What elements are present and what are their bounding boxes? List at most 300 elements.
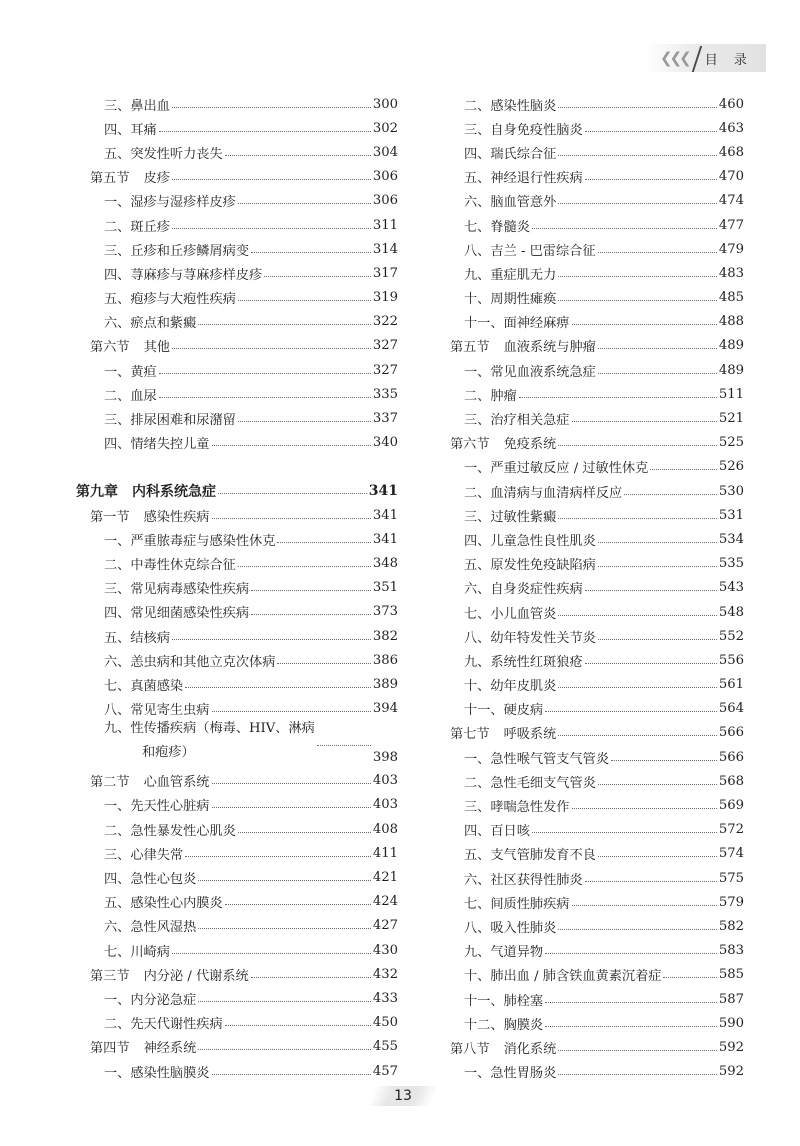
entry-title (464, 288, 556, 307)
entry-index: 二、 (464, 775, 491, 791)
entry-index: 四、 (464, 533, 491, 549)
entry-text: 急性风湿热 (130, 920, 197, 936)
entry-text: 心律失常 (130, 847, 184, 863)
page-ref: 348 (372, 555, 398, 571)
page-ref: 535 (718, 556, 744, 572)
chapter-name: 内科系统急症 (132, 483, 216, 500)
entry-title (104, 288, 236, 307)
dot-leader (650, 469, 717, 470)
section-title (90, 167, 170, 186)
page-ref: 394 (372, 701, 398, 717)
toc-chapter[interactable] (76, 479, 398, 503)
toc-entry[interactable] (436, 310, 744, 334)
page-ref: 427 (372, 918, 398, 934)
entry-text: 气道异物 (490, 945, 544, 961)
entry-index: 四、 (104, 872, 131, 888)
entry-title (464, 482, 622, 501)
toc-entry[interactable] (436, 866, 744, 890)
entry-title (464, 119, 583, 138)
toc-entry[interactable] (76, 213, 398, 237)
dot-leader (277, 663, 370, 664)
entry-text: 黄疸 (130, 364, 157, 380)
entry-title (464, 603, 556, 622)
entry-index: 三、 (104, 243, 131, 259)
toc-entry[interactable] (76, 841, 398, 865)
page-ref: 430 (372, 942, 398, 958)
entry-title (464, 772, 596, 791)
entry-title (464, 844, 596, 863)
page-ref: 485 (718, 290, 744, 306)
toc-entry[interactable] (76, 914, 398, 938)
entry-index: 六、 (104, 654, 131, 670)
header-title: 目 录 (704, 52, 753, 68)
entry-text: 哮喘急性发作 (490, 800, 570, 816)
entry-title (464, 748, 609, 767)
dot-leader (545, 1026, 717, 1027)
entry-text: 严重脓毒症与感染性休克 (130, 533, 276, 549)
toc-entry[interactable] (76, 624, 398, 648)
toc-entry[interactable] (436, 890, 744, 914)
entry-index: 一、 (104, 799, 131, 815)
toc-entry[interactable] (436, 503, 744, 527)
page-ref: 341 (372, 531, 398, 547)
dot-leader (172, 228, 371, 229)
entry-index: 六、 (104, 316, 131, 332)
section-name: 心血管系统 (143, 775, 210, 791)
page-ref: 587 (718, 991, 744, 1007)
entry-title (464, 578, 583, 597)
entry-index: 二、 (104, 219, 131, 235)
toc-entry[interactable] (436, 624, 744, 648)
toc-entry[interactable] (76, 116, 398, 140)
entry-text: 感染性脑膜炎 (130, 1065, 210, 1081)
page-ref: 327 (372, 338, 398, 354)
toc-entry[interactable] (436, 818, 744, 842)
toc-entry[interactable] (436, 116, 744, 140)
entry-title (464, 554, 596, 573)
toc-entry[interactable] (76, 793, 398, 817)
toc-section[interactable] (76, 1035, 398, 1059)
toc-entry[interactable] (436, 963, 744, 987)
dot-leader (251, 977, 371, 978)
toc-entry[interactable] (76, 576, 398, 600)
entry-title (104, 941, 170, 960)
dot-leader (238, 421, 371, 422)
section-name: 感染性疾病 (143, 509, 210, 525)
entry-text: 常见血液系统急症 (490, 364, 596, 380)
page-ref: 552 (718, 628, 744, 644)
dot-leader (598, 784, 717, 785)
dot-leader (585, 179, 717, 180)
entry-index: 九、 (104, 720, 131, 736)
page-ref: 526 (718, 459, 744, 475)
toc-entry[interactable] (76, 189, 398, 213)
entry-text: 肺栓塞 (503, 993, 544, 1009)
toc-section[interactable] (436, 721, 744, 745)
toc-entry[interactable] (436, 165, 744, 189)
entry-index: 六、 (104, 920, 131, 936)
entry-text: 急性暴发性心肌炎 (130, 823, 236, 839)
toc-entry[interactable] (436, 1011, 744, 1035)
toc-entry[interactable] (76, 406, 398, 430)
section-label: 第四节 (90, 1041, 130, 1057)
dot-leader (172, 107, 371, 108)
entry-title (104, 989, 196, 1008)
dot-leader (598, 639, 717, 640)
toc-entry[interactable] (76, 986, 398, 1010)
page-ref: 302 (372, 120, 398, 136)
entry-text: 荨麻疹与荨麻疹样皮疹 (130, 267, 263, 283)
page-ref: 389 (372, 676, 398, 692)
toc-entry[interactable] (436, 479, 744, 503)
entry-index: 九、 (464, 267, 491, 283)
entry-index: 二、 (464, 98, 491, 114)
toc-entry[interactable] (436, 140, 744, 164)
toc-entry[interactable] (76, 140, 398, 164)
page-ref: 575 (718, 870, 744, 886)
toc-entry[interactable] (436, 1060, 744, 1084)
dot-leader (159, 397, 371, 398)
toc-entry[interactable] (436, 697, 744, 721)
entry-text: 急性心包炎 (130, 872, 197, 888)
page-ref: 489 (718, 362, 744, 378)
entry-text: 治疗相关急症 (490, 413, 570, 429)
toc-entry[interactable] (76, 310, 398, 334)
entry-text: 原发性免疫缺陷病 (490, 558, 596, 574)
toc-entry[interactable] (76, 1011, 398, 1035)
page-ref: 433 (372, 990, 398, 1006)
page-ref: 483 (718, 265, 744, 281)
chapter-title (76, 481, 216, 501)
entry-title (104, 264, 262, 283)
page-ref: 477 (718, 217, 744, 233)
toc-entry[interactable] (76, 382, 398, 406)
entry-index: 三、 (104, 413, 131, 429)
toc-section[interactable] (76, 165, 398, 189)
dot-leader (558, 445, 717, 446)
toc-entry[interactable] (436, 842, 744, 866)
entry-text: 肿瘤 (490, 388, 517, 404)
entry-index: 二、 (104, 1017, 131, 1033)
toc-entry[interactable] (76, 431, 398, 455)
toc-entry[interactable] (76, 358, 398, 382)
entry-text: 重症肌无力 (490, 267, 557, 283)
entry-text: 系统性红斑狼疮 (490, 654, 583, 670)
dot-leader (624, 494, 717, 495)
entry-text: 硬皮病 (503, 703, 544, 719)
entry-text: 脑血管意外 (490, 195, 557, 211)
entry-index: 一、 (104, 364, 131, 380)
toc-entry[interactable] (436, 769, 744, 793)
entry-text: 斑丘疹 (130, 219, 170, 235)
page-ref: 306 (372, 169, 398, 185)
page-ref: 585 (718, 967, 744, 983)
entry-text: 鼻出血 (130, 98, 170, 114)
page-ref: 424 (372, 894, 398, 910)
section-name: 呼吸系统 (503, 727, 557, 743)
toc-section[interactable] (436, 431, 744, 455)
dot-leader (251, 590, 371, 591)
entry-text: 感染性脑炎 (490, 98, 557, 114)
toc-section[interactable] (76, 769, 398, 793)
dot-leader (532, 228, 717, 229)
toc-entry[interactable] (436, 455, 744, 479)
entry-title (464, 191, 556, 210)
entry-index: 八、 (464, 243, 491, 259)
toc-entry[interactable] (76, 721, 398, 769)
dot-leader (198, 1049, 371, 1050)
toc-entry[interactable] (76, 600, 398, 624)
section-name: 神经系统 (143, 1041, 197, 1057)
toc-entry[interactable] (76, 261, 398, 285)
entry-text: 社区获得性肺炎 (490, 872, 583, 888)
entry-title (104, 240, 249, 259)
toc-entry[interactable] (76, 865, 398, 889)
entry-title (104, 1062, 210, 1081)
toc-entry[interactable] (76, 938, 398, 962)
section-label: 第八节 (450, 1041, 490, 1057)
section-label: 第三节 (90, 968, 130, 984)
entry-index: 九、 (464, 945, 491, 961)
entry-text: 湿疹与湿疹样皮疹 (130, 195, 236, 211)
entry-text: 自身炎症性疾病 (490, 582, 583, 598)
toc-entry[interactable] (436, 987, 744, 1011)
page-ref: 511 (718, 386, 744, 402)
entry-text: 急性毛细支气管炎 (490, 775, 596, 791)
dot-leader (545, 711, 717, 712)
toc-entry[interactable] (436, 286, 744, 310)
entry-index: 一、 (464, 751, 491, 767)
toc-header-tab (644, 44, 766, 72)
entry-index: 六、 (464, 195, 491, 211)
toc-section[interactable] (436, 334, 744, 358)
entry-text: 周期性瘫痪 (490, 292, 557, 308)
toc-section[interactable] (76, 503, 398, 527)
section-name: 其他 (143, 340, 170, 356)
entry-title (464, 264, 556, 283)
page-ref: 421 (372, 870, 398, 886)
page-ref: 474 (718, 193, 744, 209)
page-ref: 534 (718, 531, 744, 547)
toc-entry[interactable] (436, 261, 744, 285)
entry-index: 五、 (464, 848, 491, 864)
entry-index: 十一、 (464, 316, 504, 332)
toc-entry[interactable] (436, 673, 744, 697)
entry-text: 血清病与血清病样反应 (490, 485, 623, 501)
entry-text: 先天代谢性疾病 (130, 1017, 223, 1033)
toc-entry[interactable] (436, 576, 744, 600)
dot-leader (185, 856, 371, 857)
section-name: 血液系统与肿瘤 (503, 340, 596, 356)
toc-entry[interactable] (76, 527, 398, 551)
entry-title (104, 433, 210, 452)
entry-index: 八、 (464, 920, 491, 936)
toc-entry[interactable] (76, 890, 398, 914)
dot-leader (225, 904, 371, 905)
entry-index: 十、 (464, 292, 491, 308)
toc-entry[interactable] (76, 1059, 398, 1083)
entry-title (464, 409, 570, 428)
entry-text: 儿童急性良性肌炎 (490, 533, 596, 549)
dot-leader (238, 203, 371, 204)
page-ref: 468 (718, 144, 744, 160)
section-label: 第六节 (90, 340, 130, 356)
dot-leader (212, 1074, 371, 1075)
entry-index: 二、 (104, 823, 131, 839)
toc-entry[interactable] (76, 237, 398, 261)
entry-index: 五、 (104, 292, 131, 308)
dot-leader (212, 711, 371, 712)
page-ref: 457 (372, 1063, 398, 1079)
page-ref: 335 (372, 386, 398, 402)
entry-title (464, 917, 556, 936)
dot-leader (558, 1050, 717, 1051)
page-ref: 403 (372, 797, 398, 813)
page-ref: 322 (372, 314, 398, 330)
entry-text: 恙虫病和其他立克次体病 (130, 654, 276, 670)
entry-title (104, 844, 183, 863)
chapter-label: 第九章 (76, 483, 118, 500)
page-ref: 373 (372, 604, 398, 620)
entry-text: 胸膜炎 (503, 1017, 544, 1033)
page-ref: 530 (718, 483, 744, 499)
section-title (450, 1038, 556, 1057)
dot-leader (519, 397, 717, 398)
dot-leader (198, 1001, 371, 1002)
toc-entry[interactable] (436, 189, 744, 213)
entry-title (464, 796, 570, 815)
entry-index: 十一、 (464, 993, 504, 1009)
page-ref: 340 (372, 435, 398, 451)
entry-index: 七、 (104, 944, 131, 960)
dot-leader (598, 856, 717, 857)
entry-text: 丘疹和丘疹鳞屑病变 (130, 243, 250, 259)
dot-leader (598, 542, 717, 543)
entry-index: 七、 (104, 678, 131, 694)
dot-leader (159, 131, 371, 132)
toc-entry[interactable] (436, 527, 744, 551)
page-ref: 566 (718, 725, 744, 741)
page-ref: 450 (372, 1015, 398, 1031)
section-title (90, 336, 170, 355)
entry-title (464, 312, 570, 331)
entry-text: 真菌感染 (130, 678, 184, 694)
toc-entry[interactable] (76, 551, 398, 575)
toc-section[interactable] (76, 334, 398, 358)
dot-leader (172, 348, 371, 349)
dot-leader (558, 155, 717, 156)
entry-index: 一、 (464, 1066, 491, 1082)
page-ref: 521 (718, 411, 744, 427)
entry-text: 百日咳 (490, 824, 530, 840)
entry-index: 五、 (464, 558, 491, 574)
entry-index: 九、 (464, 654, 491, 670)
entry-index: 十一、 (464, 703, 504, 719)
toc-entry[interactable] (76, 286, 398, 310)
entry-title (464, 95, 556, 114)
entry-title (104, 892, 223, 911)
dot-leader (251, 252, 371, 253)
entry-index: 一、 (104, 992, 131, 1008)
entry-index: 一、 (464, 364, 491, 380)
dot-leader (558, 687, 717, 688)
entry-title (464, 361, 596, 380)
toc-entry[interactable] (76, 672, 398, 696)
toc-entry[interactable] (436, 213, 744, 237)
entry-index: 八、 (104, 703, 131, 719)
toc-column-left (76, 92, 398, 1083)
dot-leader (277, 542, 370, 543)
entry-title (464, 1062, 556, 1081)
entry-index: 五、 (104, 896, 131, 912)
dot-leader (198, 928, 371, 929)
section-label: 第六节 (450, 437, 490, 453)
dot-leader (172, 953, 371, 954)
section-title (90, 965, 249, 984)
toc-entry[interactable] (436, 92, 744, 116)
toc-entry[interactable] (76, 92, 398, 116)
toc-entry[interactable] (436, 358, 744, 382)
toc-entry[interactable] (76, 817, 398, 841)
entry-title (104, 602, 249, 621)
entry-text: 自身免疫性脑炎 (490, 122, 583, 138)
dot-leader (558, 518, 717, 519)
page-ref: 408 (372, 821, 398, 837)
page-ref: 432 (372, 966, 398, 982)
dot-leader (159, 373, 371, 374)
toc-entry[interactable] (76, 648, 398, 672)
entry-text: 中毒性休克综合征 (130, 557, 236, 573)
dot-leader (598, 566, 717, 567)
page-ref: 300 (372, 96, 398, 112)
page-ref: 411 (372, 845, 398, 861)
entry-index: 二、 (104, 388, 131, 404)
entry-text: 瑞氏综合征 (490, 146, 557, 162)
dot-leader (172, 639, 371, 640)
dot-leader (172, 179, 371, 180)
toc-section[interactable] (76, 962, 398, 986)
page-ref: 403 (372, 773, 398, 789)
toc-entry[interactable] (436, 600, 744, 624)
section-title (90, 1037, 196, 1056)
toc-entry[interactable] (436, 406, 744, 430)
toc-entry[interactable] (436, 382, 744, 406)
toc-section[interactable] (436, 1035, 744, 1059)
page-ref: 574 (718, 846, 744, 862)
toc-entry[interactable] (436, 914, 744, 938)
toc-entry[interactable] (436, 939, 744, 963)
toc-entry[interactable] (436, 745, 744, 769)
entry-text: 严重过敏反应 / 过敏性休克 (490, 461, 649, 477)
entry-text: 感染性心内膜炎 (130, 896, 223, 912)
toc-entry[interactable] (436, 237, 744, 261)
section-title (450, 433, 556, 452)
page-ref: 463 (718, 120, 744, 136)
page-ref: 382 (372, 628, 398, 644)
toc-entry[interactable] (436, 552, 744, 576)
entry-title (464, 1014, 543, 1033)
dot-leader (545, 953, 717, 954)
toc-entry[interactable] (436, 793, 744, 817)
page-ref: 566 (718, 749, 744, 765)
entry-title (464, 990, 543, 1009)
entry-index: 四、 (104, 606, 131, 622)
toc-entry[interactable] (436, 648, 744, 672)
entry-text: 间质性肺疾病 (490, 896, 570, 912)
dot-leader (198, 324, 371, 325)
page-ref: 341 (368, 482, 398, 499)
entry-text: 先天性心脏病 (130, 799, 210, 815)
